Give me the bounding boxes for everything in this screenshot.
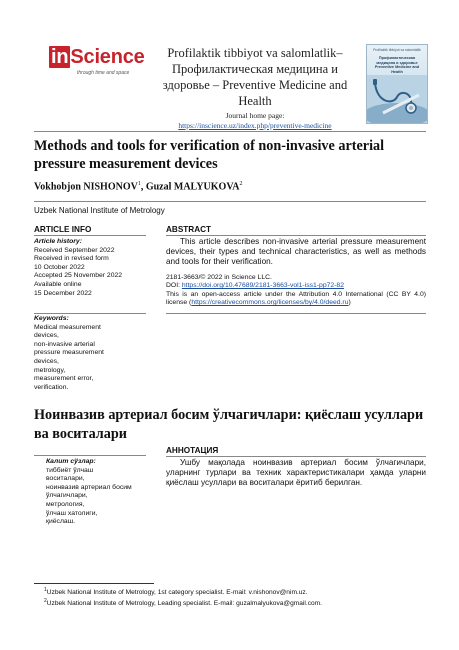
article-meta <box>166 274 426 308</box>
footnote-1-text: Uzbek National Institute of Metrology, 1st category specialist. E-mail: v.nishonov@nim.uz. <box>46 589 308 597</box>
history-line: Accepted 25 November 2022 <box>34 272 123 280</box>
author-separator: , <box>140 181 146 193</box>
keywords-rule <box>34 313 146 314</box>
footnote-1 <box>44 587 308 596</box>
doi-link[interactable]: https://doi.org/10.47689/2181-3663-vol1-iss1-pp72-82 <box>181 282 344 290</box>
uz-keyword-line: ўлчаш хатолиги, <box>46 509 98 517</box>
author-2-sup: 2 <box>239 181 243 187</box>
abstract-text: This article describes non-invasive arterial pressure measurement devices, their types and technical characteristics, as well as methods and tools for their verification. <box>166 237 426 267</box>
uz-keywords-block <box>46 458 156 527</box>
uz-keyword-line: қиёслаш. <box>46 518 76 526</box>
journal-cover-image <box>366 44 428 124</box>
footnote-1-sup: 1 <box>44 587 47 593</box>
keyword-line: measurement error, <box>34 375 94 383</box>
abstract-bottom-rule <box>166 313 426 314</box>
article-history <box>34 238 149 298</box>
uz-keyword-line: тиббиёт ўлчаш <box>46 466 94 474</box>
uz-keywords-rule <box>34 455 146 456</box>
footnote-rule <box>34 583 154 584</box>
journal-home-label: Journal home page: <box>225 111 285 120</box>
stethoscope-illustration <box>367 75 427 123</box>
inscience-logo <box>49 46 145 86</box>
uz-keyword-line: ўлчагичлари, <box>46 492 88 500</box>
author-1-sup: 1 <box>137 181 141 187</box>
keyword-line: devices, <box>34 357 59 365</box>
header-rule <box>34 131 426 132</box>
license-prefix: This is an open-access article under the Attribution 4.0 International (CC BY 4.0) license ( <box>166 290 426 307</box>
history-line: 10 October 2022 <box>34 263 85 271</box>
uz-keyword-line: метрология, <box>46 500 85 508</box>
authors-line <box>34 181 434 192</box>
annotation-text: Ушбу мақолада ноинвазив артериал босим ўлчагичлари, уларнинг турлари ва техник характеристикалари ҳамда уларни қиёслаш усуллари ва воситалари ёритиб берилган. <box>166 458 426 488</box>
uz-article-title: Ноинвазив артериал босим ўлчагичлари: қиёслаш усуллари ва воситалари <box>34 407 424 442</box>
article-info-rule <box>34 235 146 236</box>
doi-label: DOI: <box>166 282 182 290</box>
journal-home-link[interactable]: https://inscience.uz/index.php/preventive-medicine <box>178 121 332 130</box>
keyword-line: metrology, <box>34 366 66 374</box>
article-title: Methods and tools for verification of non-invasive arterial pressure measurement devices <box>34 138 385 172</box>
footnote-2-sup: 2 <box>44 598 47 604</box>
footnote-2-text: Uzbek National Institute of Metrology, Leading specialist. E-mail: guzalmalyukova@gmail.com. <box>46 600 322 608</box>
author-2-name: Guzal MALYUKOVA <box>145 181 240 193</box>
keyword-line: Medical measurement <box>34 323 101 331</box>
logo-tagline: through time and space <box>77 70 130 76</box>
journal-title: Profilaktik tibbiyot va salomlatlik– Профилактическая медицина и здоровье – Preventive Medicine and Health <box>162 46 348 108</box>
history-line: Received in revised form <box>34 255 109 263</box>
uz-keyword-line: воситалари, <box>46 475 85 483</box>
keyword-line: pressure measurement <box>34 349 104 357</box>
keyword-line: non-invasive arterial <box>34 340 95 348</box>
logo-science: Science <box>70 46 145 68</box>
history-label: Article history: <box>34 238 82 245</box>
license-link[interactable]: https://creativecommons.org/licenses/by/4.0/deed.ru <box>191 299 349 307</box>
keyword-line: devices, <box>34 332 59 340</box>
license-suffix: ) <box>348 299 351 307</box>
keywords-label: Keywords: <box>34 315 69 322</box>
article-info-heading: ARTICLE INFO <box>34 225 92 234</box>
history-line: Available online <box>34 280 82 288</box>
issn-copyright: 2181-3663/© 2022 in Science LLC. <box>166 274 272 281</box>
affiliation: Uzbek National Institute of Metrology <box>34 206 165 215</box>
annotation-heading: АННОТАЦИЯ <box>166 446 219 455</box>
keywords-block <box>34 315 149 392</box>
annotation-rule <box>166 456 426 457</box>
history-line: Received September 2022 <box>34 246 115 254</box>
authors-rule <box>34 201 426 202</box>
cover-top-text: Profilaktik tibbiyot va salomlatlik <box>373 48 421 52</box>
abstract-heading: ABSTRACT <box>166 225 212 234</box>
history-line: 15 December 2022 <box>34 289 92 297</box>
uz-keywords-label: Калит сўзлар: <box>46 458 96 465</box>
cover-title-text: Профилактическая медицина и здоровье Preventive Medicine and Health <box>374 56 420 74</box>
logo-in: in <box>51 46 69 68</box>
footnote-2 <box>44 598 322 607</box>
abstract-rule <box>166 235 426 236</box>
uz-keyword-line: ноинвазив артериал босим <box>46 483 132 491</box>
author-1-name: Vokhobjon NISHONOV <box>34 181 138 193</box>
keyword-line: verification. <box>34 383 69 391</box>
